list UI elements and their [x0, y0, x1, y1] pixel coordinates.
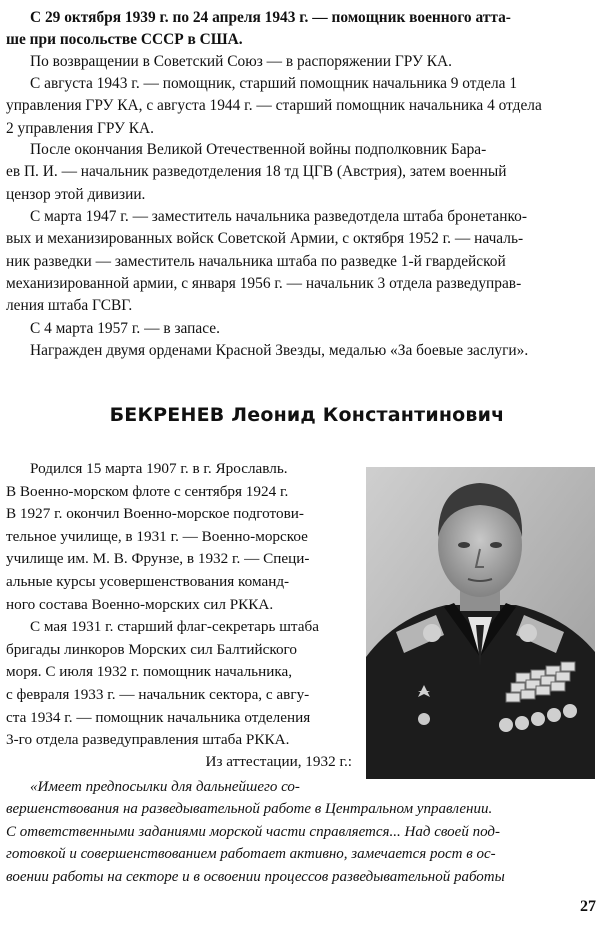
- attestation-quote: [6, 776, 606, 888]
- text-line: С марта 1947 г. — заместитель начальника разведотдела штаба бронетанко-: [30, 208, 527, 225]
- text-line: тельное училище, в 1931 г. — Военно-морское: [6, 527, 308, 545]
- text-line: механизированной армии, с января 1956 г. — начальник 3 отдела разведуправ-: [6, 274, 522, 292]
- text-line: В 1927 г. окончил Военно-морское подготови-: [6, 505, 304, 523]
- biography-column: [6, 458, 361, 752]
- text-line: ше при посольстве СССР в США.: [6, 31, 243, 49]
- text-line: ник разведки — заместитель начальника штаба по разведке 1-й гвардейской: [6, 252, 506, 270]
- paragraph-awards: [6, 340, 606, 362]
- text-line: ев П. И. — начальник разведотделения 18 тд ЦГВ (Австрия), затем военный: [6, 163, 507, 181]
- text-line: По возвращении в Советский Союз — в распоряжении ГРУ КА.: [30, 53, 452, 70]
- text-line: После окончания Великой Отечественной войны подполковник Бара-: [30, 141, 487, 158]
- text-line: воении работы на секторе и в освоении процессов разведывательной работы: [6, 868, 505, 885]
- text-line: С ответственными заданиями морской части справляется... Над своей под-: [6, 823, 500, 840]
- text-line: Награжден двумя орденами Красной Звезды, медалью «За боевые заслуги».: [30, 342, 529, 359]
- text-line: С 4 марта 1957 г. — в запасе.: [30, 320, 220, 337]
- text-line: ного состава Военно-морских сил РККА.: [6, 595, 274, 613]
- text-line: «Имеет предпосылки для дальнейшего со-: [30, 779, 300, 795]
- text-line: цензор этой дивизии.: [6, 185, 146, 203]
- text-line: В Военно-морском флоте с сентября 1924 г.: [6, 482, 289, 500]
- paragraph-gru-service: [6, 73, 606, 140]
- portrait-photo: [366, 467, 595, 779]
- text-line: вых и механизированных войск Советской Армии, с октября 1952 г. — началь-: [6, 230, 524, 248]
- text-line: альные курсы усовершенствования команд-: [6, 572, 290, 590]
- attestation-source: Из аттестации, 1932 г.:: [205, 753, 352, 770]
- text-line: моря. С июля 1932 г. помощник начальника,: [6, 663, 293, 681]
- text-line: вершенствования на разведывательной работе в Центральном управлении.: [6, 801, 493, 818]
- text-line: С августа 1943 г. — помощник, старший помощник начальника 9 отдела 1: [30, 75, 518, 92]
- bio-paragraph-birth: [6, 458, 361, 616]
- text-line: готовкой и совершенствованием работает активно, замечается рост в ос-: [6, 846, 496, 863]
- text-line: училище им. М. В. Фрунзе, в 1932 г. — Специ-: [6, 550, 310, 568]
- portrait-illustration: [366, 467, 595, 779]
- text-line: 3-го отдела разведуправления штаба РККА.: [6, 731, 290, 749]
- text-line: Родился 15 марта 1907 г. в г. Ярославль.: [30, 460, 288, 477]
- paragraph-1947: [6, 206, 606, 317]
- text-line: 2 управления ГРУ КА.: [6, 119, 155, 137]
- text-line: с февраля 1933 г. — начальник сектора, с авгу-: [6, 685, 310, 703]
- text-line: С мая 1931 г. старший флаг-секретарь штаба: [30, 618, 319, 636]
- text-line: ста 1934 г. — помощник начальника отделения: [6, 708, 311, 726]
- text-line: управления ГРУ КА, с августа 1944 г. — старший помощник начальника 4 отдела: [6, 97, 542, 115]
- text-line: ления штаба ГСВГ.: [6, 297, 133, 315]
- page-number: 27: [580, 898, 596, 915]
- paragraph-postwar: [6, 139, 606, 206]
- bio-paragraph-career: [6, 616, 361, 752]
- person-name-heading: БЕКРЕНЕВ Леонид Константинович: [109, 404, 505, 426]
- paragraph-reserve: [6, 318, 606, 340]
- text-line: С 29 октября 1939 г. по 24 апреля 1943 г. — помощник военного атта-: [30, 9, 511, 26]
- text-line: бригады линкоров Морских сил Балтийского: [6, 640, 297, 658]
- service-heading: [6, 7, 606, 52]
- paragraph-return: [6, 51, 606, 73]
